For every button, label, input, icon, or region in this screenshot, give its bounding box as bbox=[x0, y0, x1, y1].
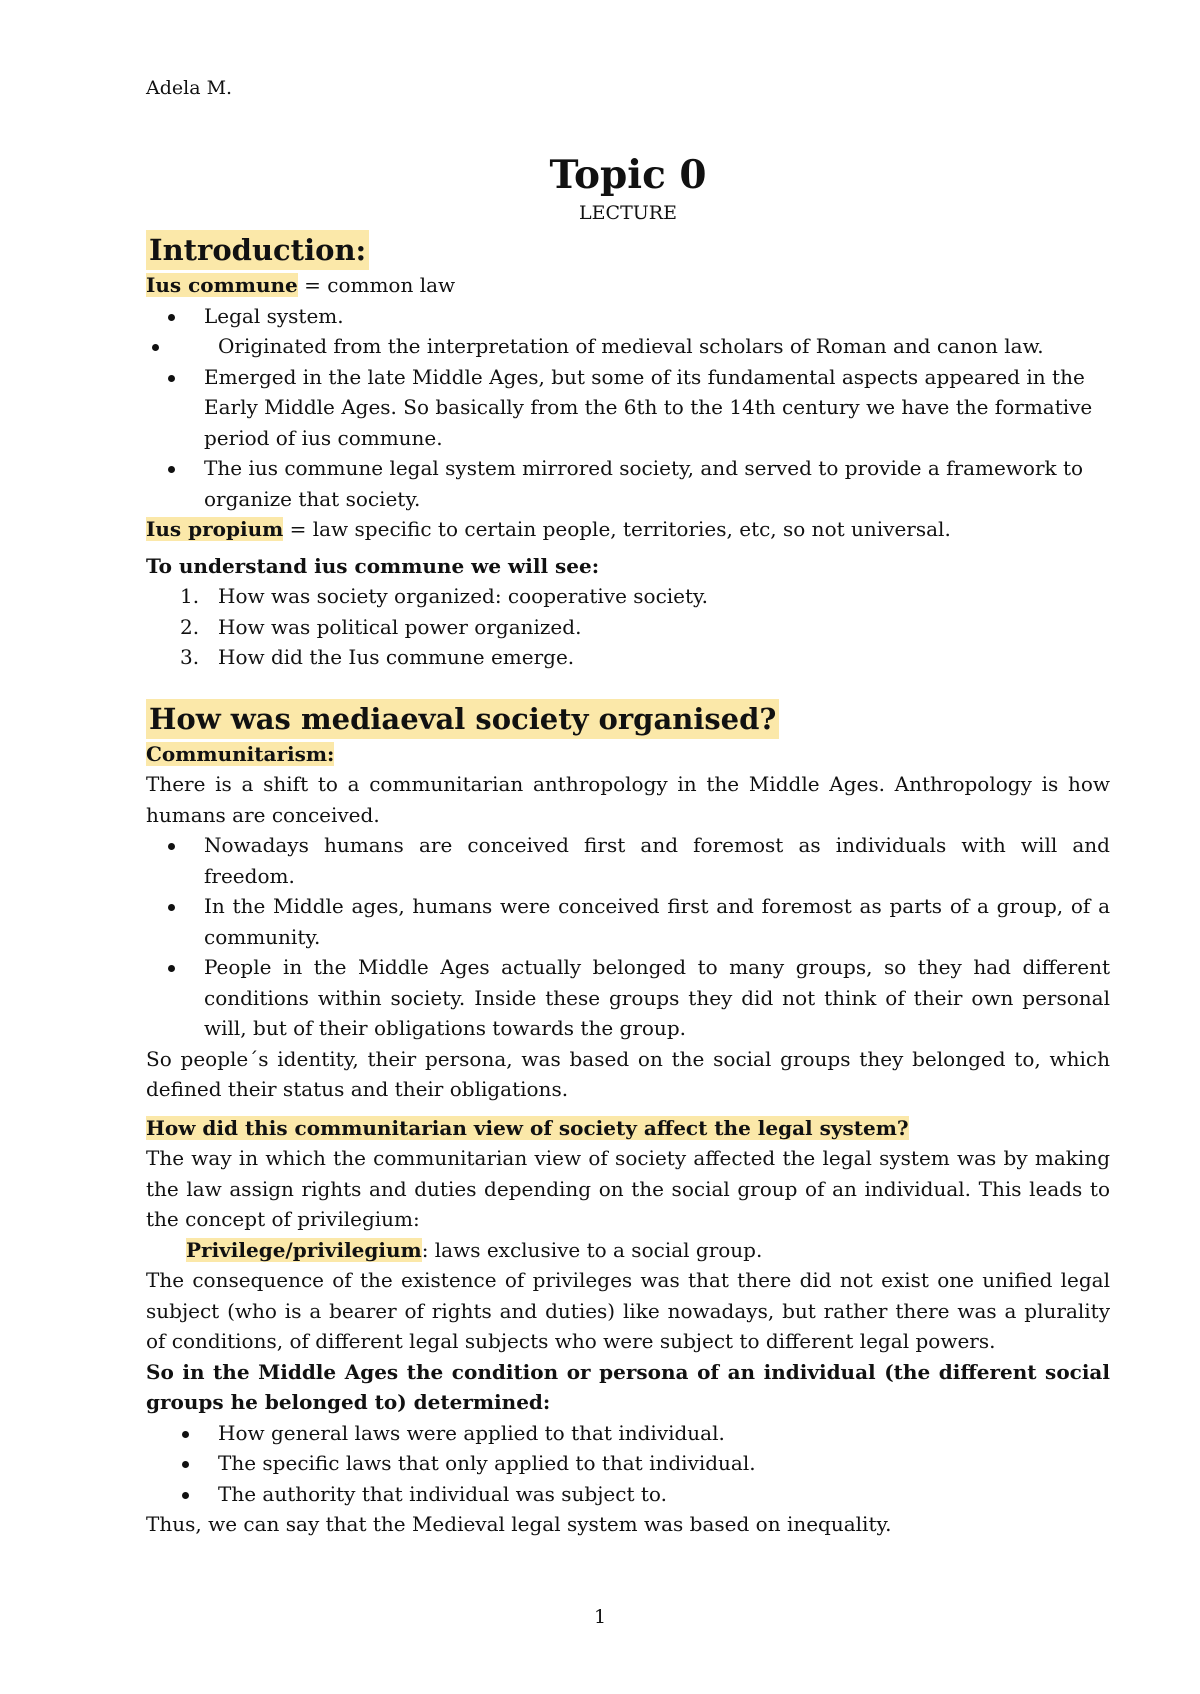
privilege-def: : laws exclusive to a social group. bbox=[421, 1237, 763, 1262]
ius-propium-line bbox=[146, 514, 1110, 545]
legal-system-question: How did this communitarian view of society affect the legal system? bbox=[146, 1115, 909, 1140]
intro-bullet: Legal system. bbox=[146, 301, 1110, 332]
intro-bullet: Originated from the interpretation of medieval scholars of Roman and canon law. bbox=[146, 331, 1110, 362]
legal-system-paragraph: The way in which the communitarian view of society affected the legal system was by making the law assign rights and duties depending on the social group of an individual. This leads to the concept of privilegium: bbox=[146, 1146, 1110, 1231]
numbered-item bbox=[146, 612, 1110, 643]
numbered-item bbox=[146, 581, 1110, 612]
communitarism-paragraph: There is a shift to a communitarian anthropology in the Middle Ages. Anthropology is how humans are conceived. bbox=[146, 772, 1110, 827]
item-number: 2. bbox=[180, 614, 200, 639]
ius-propium-def: = law specific to certain people, territories, etc, so not universal. bbox=[283, 517, 951, 541]
item-number: 1. bbox=[180, 584, 200, 608]
communitarism-bullet: People in the Middle Ages actually belonged to many groups, so they had different conditions within society. Inside these groups they did not think of their own personal will, but of their obligations towards the group. bbox=[146, 952, 1110, 1044]
privilege-term: Privilege/privilegium bbox=[186, 1237, 422, 1262]
numbered-item bbox=[146, 642, 1110, 673]
intro-heading: Introduction: bbox=[146, 230, 369, 270]
intro-bullet-list bbox=[146, 301, 1110, 515]
society-heading-wrap bbox=[146, 699, 1110, 739]
ius-commune-line bbox=[146, 270, 1110, 301]
author-name: Adela M. bbox=[146, 77, 233, 99]
intro-bullet: Emerged in the late Middle Ages, but some of its fundamental aspects appeared in the Early Middle Ages. So basically from the 6th to the 14th century we have the formative period of ius commune. bbox=[146, 362, 1110, 454]
communitarism-bullet-list bbox=[146, 830, 1110, 1044]
ius-propium-term: Ius propium bbox=[146, 517, 284, 541]
item-text: How did the Ius commune emerge. bbox=[218, 645, 575, 669]
determined-bullet-list bbox=[146, 1418, 1110, 1510]
conclusion-paragraph: Thus, we can say that the Medieval legal system was based on inequality. bbox=[146, 1512, 892, 1536]
determined-bullet: How general laws were applied to that individual. bbox=[146, 1418, 1110, 1449]
intro-bullet: The ius commune legal system mirrored society, and served to provide a framework to organize that society. bbox=[146, 453, 1110, 514]
document-body bbox=[146, 150, 1110, 1540]
determined-bullet: The specific laws that only applied to that individual. bbox=[146, 1448, 1110, 1479]
communitarism-bullet: Nowadays humans are conceived first and foremost as individuals with will and freedom. bbox=[146, 830, 1110, 891]
intro-heading-wrap bbox=[146, 230, 1110, 270]
page-number: 1 bbox=[593, 1606, 607, 1628]
determined-bullet: The authority that individual was subject to. bbox=[146, 1479, 1110, 1510]
communitarism-bullet: In the Middle ages, humans were conceived first and foremost as parts of a group, of a community. bbox=[146, 891, 1110, 952]
ius-commune-def: = common law bbox=[297, 273, 456, 297]
identity-paragraph: So people´s identity, their persona, was based on the social groups they belonged to, which defined their status and their obligations. bbox=[146, 1046, 1110, 1101]
ius-commune-term: Ius commune bbox=[146, 273, 298, 297]
communitarism-heading: Communitarism: bbox=[146, 741, 335, 766]
item-text: How was political power organized. bbox=[218, 614, 582, 639]
understand-heading: To understand ius commune we will see: bbox=[146, 553, 600, 578]
page-title: Topic 0 bbox=[549, 152, 707, 198]
item-number: 3. bbox=[180, 645, 200, 669]
item-text: How was society organized: cooperative society. bbox=[218, 584, 709, 608]
page-subtitle: LECTURE bbox=[579, 202, 677, 224]
consequence-paragraph: The consequence of the existence of privileges was that there did not exist one unified legal subject (who is a bearer of rights and duties) like nowadays, but rather there was a plurality of conditions, of different legal subjects who were subject to different legal powers. bbox=[146, 1268, 1110, 1353]
understand-numbered-list bbox=[146, 581, 1110, 673]
determined-paragraph: So in the Middle Ages the condition or persona of an individual (the different social groups he belonged to) determined: bbox=[146, 1359, 1110, 1414]
privilege-definition bbox=[146, 1235, 1110, 1266]
society-heading: How was mediaeval society organised? bbox=[146, 699, 779, 739]
